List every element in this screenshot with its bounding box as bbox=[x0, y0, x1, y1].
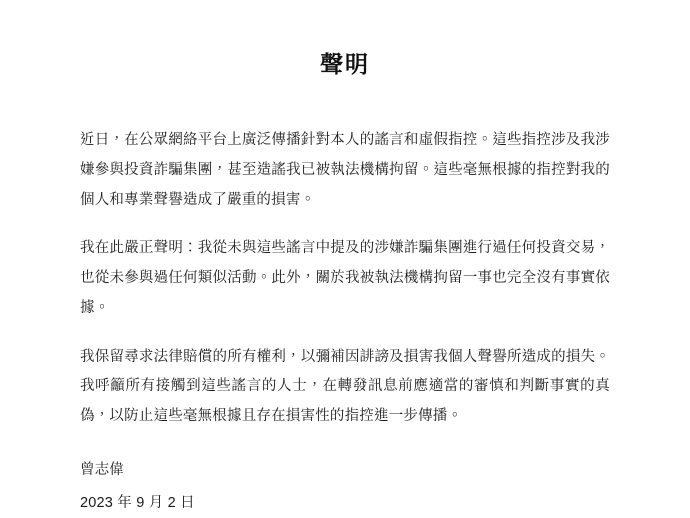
statement-paragraph-1: 近日，在公眾網絡平台上廣泛傳播針對本人的謠言和虛假指控。這些指控涉及我涉嫌參與投資詐騙集團，甚至造謠我已被執法機構拘留。這些毫無根據的指控對我的個人和專業聲譽造成了嚴重的損害。 bbox=[80, 132, 610, 208]
signature-date: 2023 年 9 月 2 日 bbox=[80, 494, 195, 511]
statement-paragraph-2: 我在此嚴正聲明：我從未與這些謠言中提及的涉嫌詐騙集團進行過任何投資交易，也從未參與過任何類似活動。此外，關於我被執法機構拘留一事也完全沒有事實依據。 bbox=[80, 240, 610, 316]
page-title: 聲明 bbox=[320, 51, 370, 77]
statement-body bbox=[80, 126, 610, 431]
signature-block bbox=[80, 456, 610, 518]
statement-paragraph-3: 我保留尋求法律賠償的所有權利，以彌補因誹謗及損害我個人聲譽所造成的損失。我呼籲所有接觸到這些謠言的人士，在轉發訊息前應適當的審慎和判斷事實的真偽，以防止這些毫無根據且存在損害性的指控進一步傳播。 bbox=[80, 348, 610, 424]
signature-name: 曾志偉 bbox=[80, 461, 125, 478]
